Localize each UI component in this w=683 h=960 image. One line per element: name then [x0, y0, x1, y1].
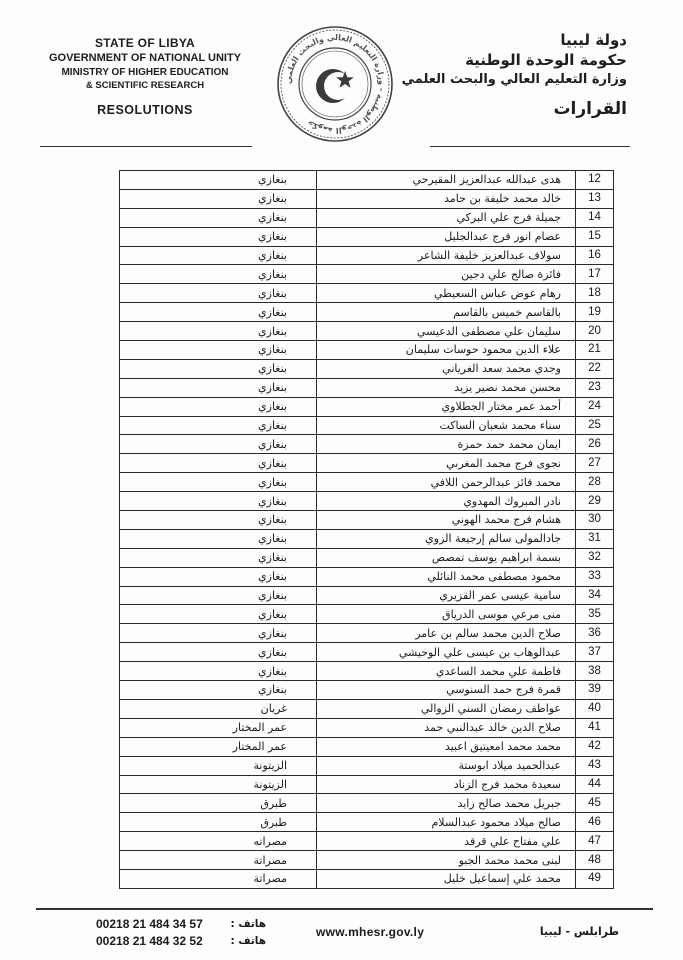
- row-city: بنغازي: [120, 378, 317, 397]
- row-city: الزيتونة: [120, 775, 317, 794]
- row-number: 47: [576, 832, 614, 851]
- row-number: 35: [576, 605, 614, 624]
- table-row: [120, 851, 614, 870]
- row-name: سعيدة محمد فرج الزناد: [317, 775, 576, 794]
- row-name: نادر المبروك المهدوي: [317, 492, 576, 511]
- row-name: أحمد عمر مختار الجطلاوي: [317, 397, 576, 416]
- row-city: بنغازي: [120, 473, 317, 492]
- row-city: بنغازي: [120, 662, 317, 681]
- row-name: رهام عوض عباس السعيطي: [317, 284, 576, 303]
- row-number: 14: [576, 208, 614, 227]
- row-number: 30: [576, 511, 614, 530]
- row-name: محمد محمد امعيتيق اعبيد: [317, 737, 576, 756]
- row-number: 27: [576, 454, 614, 473]
- names-table: [119, 170, 614, 889]
- table-row: [120, 189, 614, 208]
- row-city: بنغازي: [120, 416, 317, 435]
- row-number: 49: [576, 869, 614, 888]
- row-name: بالقاسم خميس بالقاسم: [317, 303, 576, 322]
- row-name: جميلة فرج علي البركي: [317, 208, 576, 227]
- row-name: وجدي محمد سعد الغرياني: [317, 359, 576, 378]
- row-number: 25: [576, 416, 614, 435]
- header-ar-resolutions: القرارات: [553, 99, 627, 119]
- row-city: بنغازي: [120, 189, 317, 208]
- row-number: 45: [576, 794, 614, 813]
- row-city: بنغازي: [120, 529, 317, 548]
- row-number: 24: [576, 397, 614, 416]
- header-english: [40, 36, 250, 118]
- table-row: [120, 681, 614, 700]
- row-number: 32: [576, 548, 614, 567]
- row-city: عمر المختار: [120, 718, 317, 737]
- table-row: [120, 246, 614, 265]
- row-name: محمد فائز عبدالرحمن اللافي: [317, 473, 576, 492]
- row-name: محسن محمد نصير يزيد: [317, 378, 576, 397]
- table-row: [120, 171, 614, 190]
- phone-row: [96, 916, 266, 933]
- row-name: صلاح الدين خالد عبدالنبي حمد: [317, 718, 576, 737]
- row-city: بنغازي: [120, 567, 317, 586]
- row-name: عصام انور فرج عبدالجليل: [317, 227, 576, 246]
- table-row: [120, 813, 614, 832]
- row-number: 26: [576, 435, 614, 454]
- table-row: [120, 567, 614, 586]
- row-city: بنغازي: [120, 586, 317, 605]
- table-row: [120, 265, 614, 284]
- row-city: مصراتة: [120, 851, 317, 870]
- row-number: 16: [576, 246, 614, 265]
- row-number: 28: [576, 473, 614, 492]
- row-number: 23: [576, 378, 614, 397]
- row-city: بنغازي: [120, 208, 317, 227]
- row-number: 18: [576, 284, 614, 303]
- table-row: [120, 869, 614, 888]
- table-row: [120, 511, 614, 530]
- table-row: [120, 208, 614, 227]
- table-row: [120, 284, 614, 303]
- row-number: 20: [576, 322, 614, 341]
- table-row: [120, 416, 614, 435]
- row-name: لبنى محمد محمد الجبو: [317, 851, 576, 870]
- row-name: سناء محمد شعبان الساكت: [317, 416, 576, 435]
- row-number: 22: [576, 359, 614, 378]
- row-number: 15: [576, 227, 614, 246]
- row-name: هدى عبدالله عبدالعزيز المقيرحي: [317, 171, 576, 190]
- row-number: 44: [576, 775, 614, 794]
- row-name: عبدالحميد ميلاد ابوستة: [317, 756, 576, 775]
- header-en-state: STATE OF LIBYA: [95, 36, 195, 50]
- row-number: 34: [576, 586, 614, 605]
- row-city: بنغازي: [120, 511, 317, 530]
- row-city: بنغازي: [120, 548, 317, 567]
- table-row: [120, 473, 614, 492]
- header-en-resolutions: RESOLUTIONS: [97, 103, 193, 117]
- footer-divider: [36, 908, 653, 910]
- row-city: بنغازي: [120, 624, 317, 643]
- row-number: 37: [576, 643, 614, 662]
- header-en-ministry-cont: & SCIENTIFIC RESEARCH: [85, 80, 205, 91]
- row-number: 13: [576, 189, 614, 208]
- table-row: [120, 605, 614, 624]
- row-city: مصراتة: [120, 869, 317, 888]
- row-city: بنغازي: [120, 454, 317, 473]
- row-name: علاء الدين محمود حوسات سليمان: [317, 341, 576, 360]
- row-city: طبرق: [120, 813, 317, 832]
- row-city: بنغازي: [120, 359, 317, 378]
- row-city: بنغازي: [120, 643, 317, 662]
- table-row: [120, 322, 614, 341]
- row-city: بنغازي: [120, 284, 317, 303]
- row-number: 46: [576, 813, 614, 832]
- row-city: بنغازي: [120, 246, 317, 265]
- table-row: [120, 643, 614, 662]
- header-ar-government: حكومة الوحدة الوطنية: [465, 51, 627, 69]
- row-name: جبريل محمد صالح زايد: [317, 794, 576, 813]
- row-city: مصراته: [120, 832, 317, 851]
- row-city: بنغازي: [120, 681, 317, 700]
- row-city: بنغازي: [120, 322, 317, 341]
- row-name: بسمة ابراهيم يوسف تمصص: [317, 548, 576, 567]
- table-row: [120, 548, 614, 567]
- row-name: سليمان علي مصطفى الدعيسي: [317, 322, 576, 341]
- table-row: [120, 775, 614, 794]
- header-ar-state: دولة ليبيا: [560, 31, 627, 49]
- ministry-seal-icon: [275, 24, 395, 144]
- row-name: صلاح الدين محمد سالم بن عامر: [317, 624, 576, 643]
- row-name: فاطمة علي محمد الساعدي: [317, 662, 576, 681]
- row-name: جادالمولى سالم إرجيعة الزوي: [317, 529, 576, 548]
- table-row: [120, 586, 614, 605]
- row-number: 42: [576, 737, 614, 756]
- table-row: [120, 756, 614, 775]
- row-city: بنغازي: [120, 435, 317, 454]
- row-name: محمد علي إسماعيل خليل: [317, 869, 576, 888]
- table-row: [120, 718, 614, 737]
- row-name: صالح ميلاد محمود عبدالسلام: [317, 813, 576, 832]
- header-en-government: GOVERNMENT OF NATIONAL UNITY: [48, 52, 242, 64]
- row-number: 40: [576, 699, 614, 718]
- phone-label: هاتف :: [230, 918, 266, 930]
- row-city: غريان: [120, 699, 317, 718]
- row-city: بنغازي: [120, 492, 317, 511]
- table-row: [120, 378, 614, 397]
- phone-label: هاتف :: [230, 935, 266, 947]
- row-city: عمر المختار: [120, 737, 317, 756]
- row-name: عبدالوهاب بن عيسى علي الوحيشي: [317, 643, 576, 662]
- row-name: نجوى فرج محمد المغربي: [317, 454, 576, 473]
- row-number: 36: [576, 624, 614, 643]
- row-number: 17: [576, 265, 614, 284]
- header-arabic: [397, 30, 627, 120]
- row-name: منى مرعي موسى الدرياق: [317, 605, 576, 624]
- row-city: بنغازي: [120, 171, 317, 190]
- table-row: [120, 529, 614, 548]
- row-name: سامية عيسى عمر القزيري: [317, 586, 576, 605]
- row-city: بنغازي: [120, 227, 317, 246]
- row-name: سولاف عبدالعزيز خليفة الشاعر: [317, 246, 576, 265]
- table-row: [120, 227, 614, 246]
- row-name: قمرة فرج حمد السنوسي: [317, 681, 576, 700]
- table-row: [120, 662, 614, 681]
- row-city: بنغازي: [120, 303, 317, 322]
- footer-city: طرابلس - ليبيا: [539, 925, 619, 938]
- row-number: 38: [576, 662, 614, 681]
- row-number: 12: [576, 171, 614, 190]
- table-row: [120, 454, 614, 473]
- seal-text: حكومة الوحدة الوطنية - وزارة التعليم العالي والبحث العلمي: [283, 32, 387, 136]
- row-number: 31: [576, 529, 614, 548]
- names-table-container: [119, 170, 612, 889]
- row-city: بنغازي: [120, 265, 317, 284]
- row-city: طبرق: [120, 794, 317, 813]
- table-row: [120, 624, 614, 643]
- table-row: [120, 794, 614, 813]
- table-row: [120, 737, 614, 756]
- header-ar-ministry: وزارة التعليم العالي والبحث العلمي: [401, 72, 627, 87]
- footer-phones: [96, 916, 266, 950]
- row-city: بنغازي: [120, 605, 317, 624]
- row-city: الزيتونة: [120, 756, 317, 775]
- row-city: بنغازي: [120, 397, 317, 416]
- table-row: [120, 397, 614, 416]
- header-en-ministry: MINISTRY OF HIGHER EDUCATION: [61, 67, 229, 78]
- row-number: 48: [576, 851, 614, 870]
- table-row: [120, 341, 614, 360]
- table-row: [120, 832, 614, 851]
- row-name: عواطف رمضان السني الزوالي: [317, 699, 576, 718]
- row-number: 41: [576, 718, 614, 737]
- row-number: 33: [576, 567, 614, 586]
- row-number: 29: [576, 492, 614, 511]
- row-name: خالد محمد خليفة بن حامد: [317, 189, 576, 208]
- table-row: [120, 303, 614, 322]
- website-link[interactable]: www.mhesr.gov.ly: [316, 925, 425, 939]
- row-name: ايمان محمد حمد حمزة: [317, 435, 576, 454]
- row-number: 21: [576, 341, 614, 360]
- table-row: [120, 359, 614, 378]
- phone-row: [96, 933, 266, 950]
- row-name: هشام فرج محمد الهوني: [317, 511, 576, 530]
- header-divider-left: [40, 146, 252, 147]
- header-divider-right: [430, 146, 630, 147]
- row-number: 39: [576, 681, 614, 700]
- table-row: [120, 492, 614, 511]
- table-row: [120, 699, 614, 718]
- table-row: [120, 435, 614, 454]
- row-name: محمود مصطفى محمد النائلي: [317, 567, 576, 586]
- phone-number: 00218 21 484 34 57: [96, 917, 203, 931]
- row-name: علي مفتاح علي قرقد: [317, 832, 576, 851]
- row-name: فائزة صالح علي دجين: [317, 265, 576, 284]
- row-city: بنغازي: [120, 341, 317, 360]
- row-number: 19: [576, 303, 614, 322]
- row-number: 43: [576, 756, 614, 775]
- phone-number: 00218 21 484 32 52: [96, 934, 203, 948]
